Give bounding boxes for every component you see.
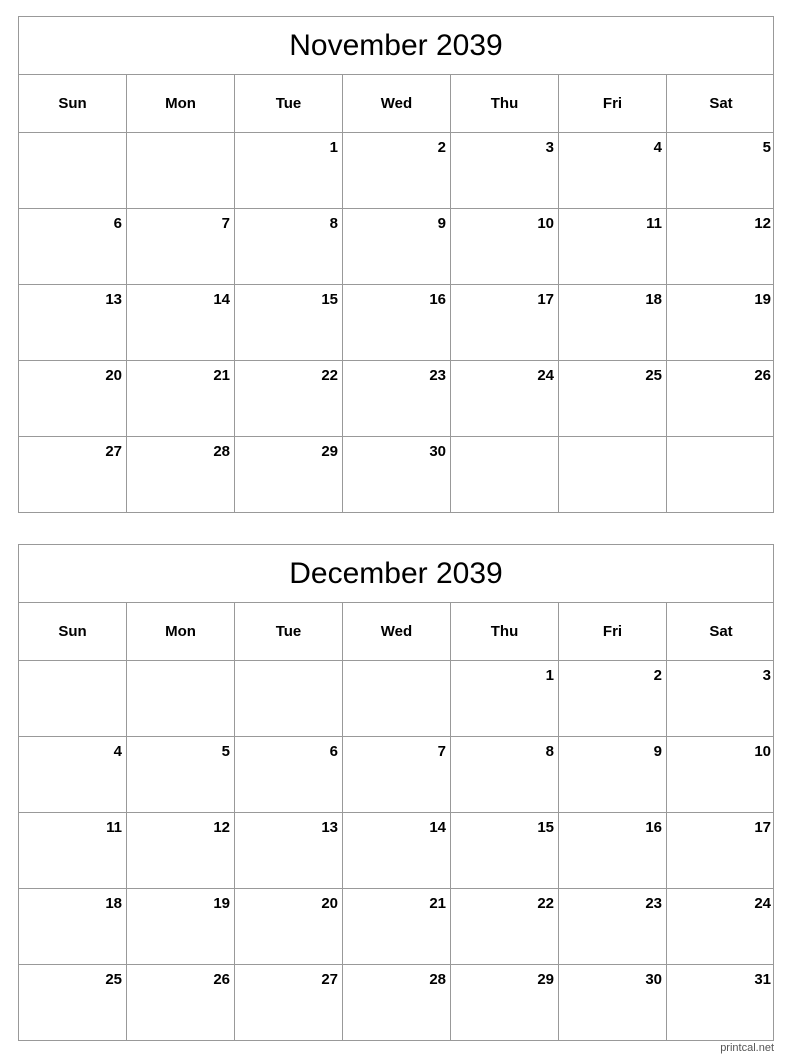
day-cell bbox=[451, 361, 559, 436]
day-number: 23 bbox=[429, 367, 446, 384]
day-cell bbox=[19, 209, 127, 284]
day-cell bbox=[235, 965, 343, 1041]
day-number: 15 bbox=[321, 291, 338, 308]
day-number: 29 bbox=[321, 443, 338, 460]
day-cell bbox=[127, 965, 235, 1041]
day-cell bbox=[19, 889, 127, 964]
day-number: 13 bbox=[321, 819, 338, 836]
weekday-label: Tue bbox=[235, 75, 343, 132]
day-number: 13 bbox=[105, 291, 122, 308]
day-cell bbox=[559, 361, 667, 436]
day-number: 9 bbox=[653, 743, 662, 760]
day-cell bbox=[559, 285, 667, 360]
day-number: 30 bbox=[429, 443, 446, 460]
day-cell bbox=[451, 437, 559, 513]
month-title: November 2039 bbox=[19, 17, 773, 75]
day-number: 14 bbox=[213, 291, 230, 308]
day-cell bbox=[343, 437, 451, 513]
month-calendar-december bbox=[18, 544, 774, 1041]
day-cell bbox=[235, 361, 343, 436]
day-cell bbox=[559, 737, 667, 812]
day-number: 25 bbox=[105, 971, 122, 988]
day-cell bbox=[559, 965, 667, 1041]
day-cell bbox=[667, 813, 775, 888]
day-cell bbox=[127, 361, 235, 436]
week-row bbox=[19, 889, 773, 965]
day-number: 5 bbox=[221, 743, 230, 760]
weekday-label: Thu bbox=[451, 603, 559, 660]
day-number: 19 bbox=[213, 895, 230, 912]
month-title: December 2039 bbox=[19, 545, 773, 603]
day-number: 12 bbox=[754, 215, 771, 232]
day-number: 17 bbox=[754, 819, 771, 836]
day-cell bbox=[343, 209, 451, 284]
day-cell bbox=[343, 361, 451, 436]
day-number: 11 bbox=[106, 819, 122, 836]
day-cell bbox=[127, 661, 235, 736]
day-number: 1 bbox=[545, 667, 554, 684]
day-cell bbox=[667, 661, 775, 736]
day-cell bbox=[559, 133, 667, 208]
day-number: 22 bbox=[321, 367, 338, 384]
day-cell bbox=[667, 209, 775, 284]
day-number: 3 bbox=[545, 139, 554, 156]
week-row bbox=[19, 813, 773, 889]
day-cell bbox=[19, 813, 127, 888]
day-cell bbox=[451, 285, 559, 360]
day-number: 3 bbox=[762, 667, 771, 684]
weeks-grid bbox=[19, 661, 773, 1041]
day-cell bbox=[559, 889, 667, 964]
day-cell bbox=[667, 361, 775, 436]
day-number: 27 bbox=[105, 443, 122, 460]
day-number: 21 bbox=[429, 895, 446, 912]
day-cell bbox=[451, 965, 559, 1041]
day-cell bbox=[19, 133, 127, 208]
day-number: 4 bbox=[653, 139, 662, 156]
day-number: 16 bbox=[645, 819, 662, 836]
day-number: 6 bbox=[329, 743, 338, 760]
day-cell bbox=[235, 285, 343, 360]
day-cell bbox=[235, 133, 343, 208]
day-cell bbox=[19, 285, 127, 360]
weekday-label: Tue bbox=[235, 603, 343, 660]
day-cell bbox=[343, 285, 451, 360]
weekday-header-row bbox=[19, 603, 773, 661]
day-number: 19 bbox=[754, 291, 771, 308]
day-number: 20 bbox=[321, 895, 338, 912]
day-cell bbox=[559, 813, 667, 888]
day-number: 21 bbox=[213, 367, 230, 384]
week-row bbox=[19, 209, 773, 285]
day-number: 6 bbox=[113, 215, 122, 232]
weekday-label: Mon bbox=[127, 603, 235, 660]
day-number: 17 bbox=[537, 291, 554, 308]
day-cell bbox=[667, 133, 775, 208]
day-number: 2 bbox=[653, 667, 662, 684]
day-number: 5 bbox=[762, 139, 771, 156]
day-number: 10 bbox=[754, 743, 771, 760]
day-number: 11 bbox=[646, 215, 662, 232]
week-row bbox=[19, 361, 773, 437]
weekday-label: Fri bbox=[559, 603, 667, 660]
weekday-header-row bbox=[19, 75, 773, 133]
day-cell bbox=[451, 209, 559, 284]
day-cell bbox=[235, 437, 343, 513]
weekday-label: Sun bbox=[19, 75, 127, 132]
weekday-label: Sat bbox=[709, 95, 733, 112]
day-number: 23 bbox=[645, 895, 662, 912]
day-cell bbox=[127, 133, 235, 208]
week-row bbox=[19, 737, 773, 813]
day-number: 7 bbox=[221, 215, 230, 232]
day-cell bbox=[451, 133, 559, 208]
weeks-grid bbox=[19, 133, 773, 513]
day-cell bbox=[343, 813, 451, 888]
day-cell bbox=[667, 285, 775, 360]
day-number: 26 bbox=[213, 971, 230, 988]
weekday-label: Sat bbox=[709, 623, 733, 640]
day-cell bbox=[559, 209, 667, 284]
day-number: 10 bbox=[537, 215, 554, 232]
day-cell bbox=[451, 813, 559, 888]
day-number: 29 bbox=[537, 971, 554, 988]
day-number: 4 bbox=[113, 743, 122, 760]
footer-credit: printcal.net bbox=[720, 1042, 774, 1054]
weekday-label: Mon bbox=[127, 75, 235, 132]
day-cell bbox=[19, 737, 127, 812]
day-cell bbox=[667, 437, 775, 513]
day-cell bbox=[559, 437, 667, 513]
day-cell bbox=[343, 889, 451, 964]
day-number: 31 bbox=[754, 971, 771, 988]
day-number: 12 bbox=[213, 819, 230, 836]
day-cell bbox=[559, 661, 667, 736]
day-cell bbox=[667, 889, 775, 964]
month-calendar-november bbox=[18, 16, 774, 513]
day-cell bbox=[19, 965, 127, 1041]
day-number: 14 bbox=[429, 819, 446, 836]
day-cell bbox=[667, 965, 775, 1041]
day-number: 22 bbox=[537, 895, 554, 912]
day-cell bbox=[19, 661, 127, 736]
day-cell bbox=[451, 737, 559, 812]
weekday-label: Thu bbox=[451, 75, 559, 132]
day-number: 18 bbox=[645, 291, 662, 308]
day-cell bbox=[235, 209, 343, 284]
day-number: 8 bbox=[545, 743, 554, 760]
day-number: 8 bbox=[329, 215, 338, 232]
day-cell bbox=[451, 889, 559, 964]
week-row bbox=[19, 965, 773, 1041]
day-number: 28 bbox=[429, 971, 446, 988]
day-cell bbox=[235, 737, 343, 812]
day-number: 15 bbox=[537, 819, 554, 836]
day-number: 2 bbox=[437, 139, 446, 156]
day-number: 26 bbox=[754, 367, 771, 384]
day-number: 28 bbox=[213, 443, 230, 460]
day-cell bbox=[343, 737, 451, 812]
day-cell bbox=[127, 813, 235, 888]
day-cell bbox=[19, 437, 127, 513]
day-cell bbox=[127, 437, 235, 513]
day-cell bbox=[235, 661, 343, 736]
weekday-label: Wed bbox=[343, 75, 451, 132]
day-cell bbox=[235, 889, 343, 964]
day-number: 27 bbox=[321, 971, 338, 988]
day-number: 7 bbox=[437, 743, 446, 760]
day-cell bbox=[19, 361, 127, 436]
weekday-label: Fri bbox=[559, 75, 667, 132]
weekday-label: Sun bbox=[19, 603, 127, 660]
day-cell bbox=[343, 133, 451, 208]
day-cell bbox=[235, 813, 343, 888]
day-number: 24 bbox=[537, 367, 554, 384]
day-number: 25 bbox=[645, 367, 662, 384]
day-cell bbox=[127, 285, 235, 360]
weekday-label: Wed bbox=[343, 603, 451, 660]
day-cell bbox=[667, 737, 775, 812]
week-row bbox=[19, 661, 773, 737]
week-row bbox=[19, 285, 773, 361]
day-number: 24 bbox=[754, 895, 771, 912]
week-row bbox=[19, 437, 773, 513]
day-cell bbox=[127, 737, 235, 812]
day-cell bbox=[127, 889, 235, 964]
day-number: 9 bbox=[437, 215, 446, 232]
day-number: 30 bbox=[645, 971, 662, 988]
day-cell bbox=[127, 209, 235, 284]
day-cell bbox=[451, 661, 559, 736]
day-number: 20 bbox=[105, 367, 122, 384]
day-number: 1 bbox=[329, 139, 338, 156]
day-number: 16 bbox=[429, 291, 446, 308]
day-cell bbox=[343, 661, 451, 736]
day-cell bbox=[343, 965, 451, 1041]
week-row bbox=[19, 133, 773, 209]
day-number: 18 bbox=[105, 895, 122, 912]
